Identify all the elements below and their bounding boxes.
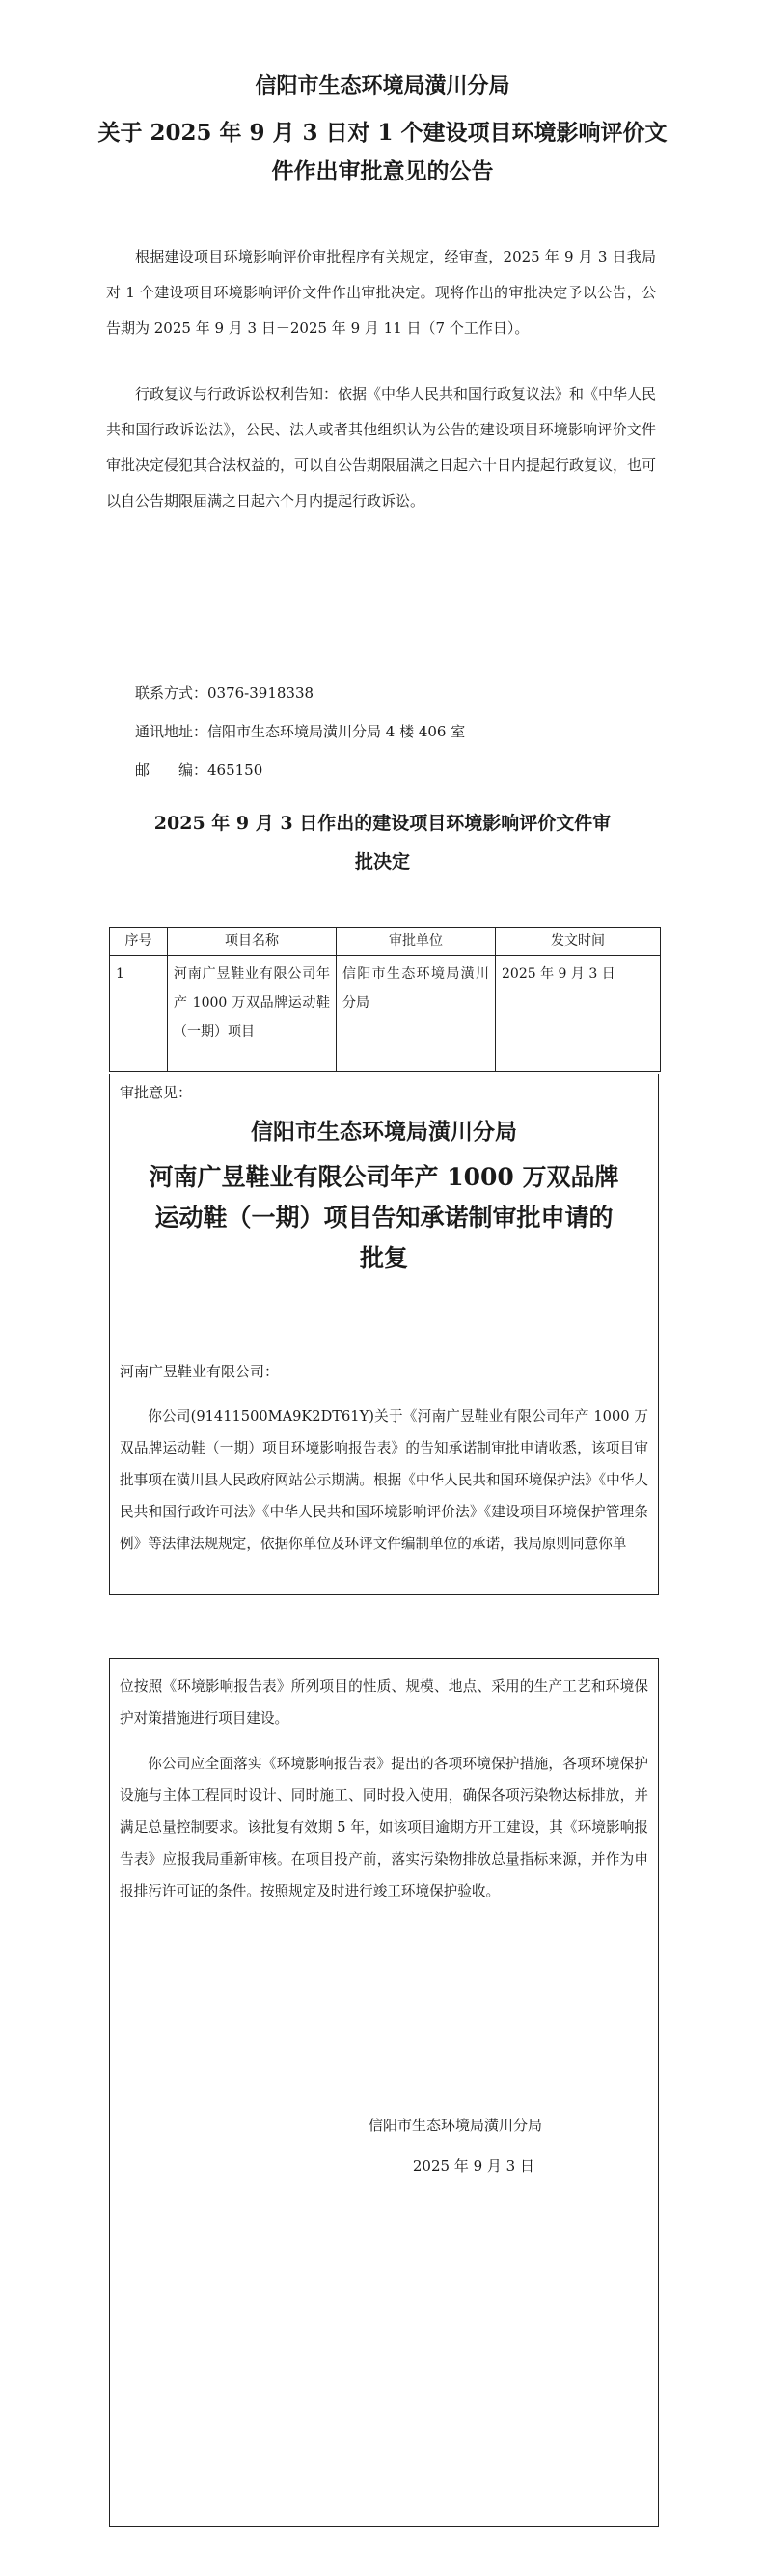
table-cell-index: 1 [110, 956, 168, 1071]
table-header-cell: 发文时间 [551, 933, 605, 949]
notice-title-line1: 关于 2025 年 9 月 3 日对 1 个建设项目环境影响评价文 [97, 120, 668, 146]
reply-paragraph-1: 你公司(91411500MA9K2DT61Y)关于《河南广昱鞋业有限公司年产 1000 万双品牌运动鞋（一期）项目环境影响报告表》的告知承诺制审批申请收悉，该项目审批事项在潢川县人民政府网站公示期满。根据《中华人民共和国环境保护法》《中华人民共和国行政许可法》《中华人民共和国环境影响评价法》《建设项目环境保护管理条例》等法律法规规定，依据你单位及环评文件编制单位的承诺，我局原则同意你单 [120, 1408, 648, 1552]
notice-title [0, 114, 765, 191]
approval-opinion-box [109, 1074, 659, 1595]
reply-title [110, 1157, 658, 1279]
reply-addressee: 河南广昱鞋业有限公司： [120, 1363, 280, 1380]
reply-title-line1: 河南广昱鞋业有限公司年产 1000 万双品牌 [149, 1163, 619, 1191]
reply-paragraph-2: 你公司应全面落实《环境影响报告表》提出的各项环境保护措施，各项环境保护设施与主体工程同时设计、同时施工、同时投入使用，确保各项污染物达标排放，并满足总量控制要求。该批复有效期 5 年，如该项目逾期方开工建设，其《环境影响报告表》应报我局重新审核。在项目投产前，落实污染物排放总量指标来源，并作为申报排污许可证的条件。按照规定及时进行竣工环境保护验收。 [120, 1756, 648, 1899]
contact-address: 通讯地址：信阳市生态环境局潢川分局 4 楼 406 室 [135, 723, 466, 740]
reply-issuer-org: 信阳市生态环境局潢川分局 [251, 1119, 517, 1145]
table-cell-approver: 信阳市生态环境局潢川分局 [337, 956, 496, 1071]
reply-paragraph-1-continued: 位按照《环境影响报告表》所列项目的性质、规模、地点、采用的生产工艺和环境保护对策措施进行项目建设。 [120, 1678, 648, 1727]
section-title [0, 804, 765, 881]
approval-label: 审批意见： [120, 1084, 193, 1101]
signature-date: 2025 年 9 月 3 日 [412, 2157, 534, 2174]
signature-org: 信阳市生态环境局潢川分局 [368, 2117, 542, 2134]
table-header-cell: 项目名称 [168, 928, 337, 955]
table-row [110, 956, 660, 1071]
reply-title-line3: 批复 [359, 1244, 408, 1272]
contact-postcode: 邮 编：465150 [135, 762, 263, 779]
decision-table [109, 927, 661, 1072]
reply-title-line2: 运动鞋（一期）项目告知承诺制审批申请的 [154, 1204, 614, 1232]
notice-paragraph-2: 行政复议与行政诉讼权利告知：依据《中华人民共和国行政复议法》和《中华人民共和国行政诉讼法》，公民、法人或者其他组织认为公告的建设项目环境影响评价文件审批决定侵犯其合法权益的，可以自公告期限届满之日起六十日内提起行政复议，也可以自公告期限届满之日起六个月内提起行政诉讼。 [106, 385, 657, 510]
contact-phone: 联系方式：0376-3918338 [135, 684, 314, 702]
section-title-line1: 2025 年 9 月 3 日作出的建设项目环境影响评价文件审 [153, 813, 612, 834]
section-title-line2: 批决定 [354, 851, 410, 873]
table-header-cell: 审批单位 [337, 928, 496, 955]
table-header-cell: 序号 [110, 928, 168, 955]
notice-title-line2: 件作出审批意见的公告 [271, 158, 494, 184]
table-cell-issue-date: 2025 年 9 月 3 日 [502, 966, 615, 982]
issuer-org: 信阳市生态环境局潢川分局 [255, 73, 510, 98]
notice-paragraph-1: 根据建设项目环境影响评价审批程序有关规定，经审查，2025 年 9 月 3 日我局对 1 个建设项目环境影响评价文件作出审批决定。现将作出的审批决定予以公告，公告期为 2025 年 9 月 3 日－2025 年 9 月 11 日（7 个工作日）。 [106, 248, 656, 337]
approval-opinion-box-continued [109, 1658, 659, 2527]
table-cell-project-name: 河南广昱鞋业有限公司年产 1000 万双品牌运动鞋（一期）项目 [168, 956, 337, 1071]
table-header-row [110, 928, 660, 956]
